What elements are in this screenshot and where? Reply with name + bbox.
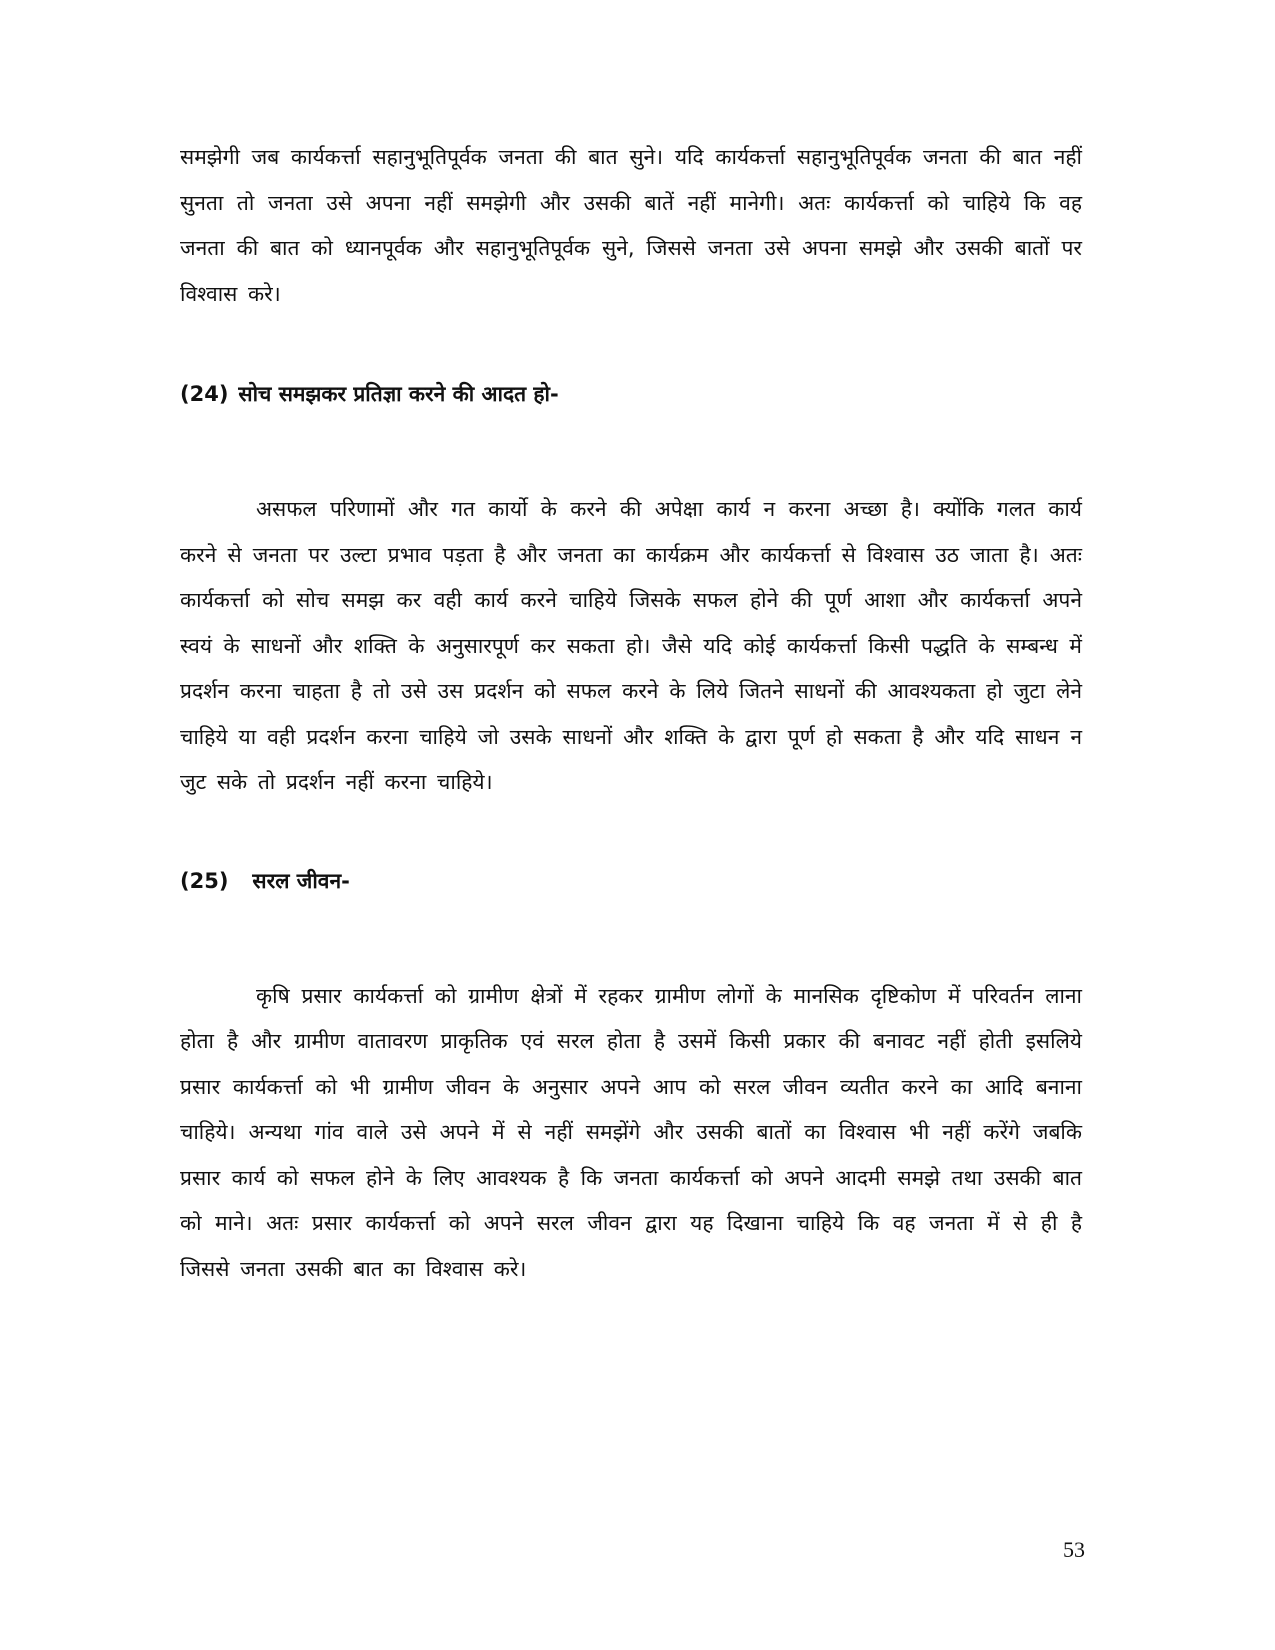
section-number: (25) [180, 868, 229, 893]
section-heading-25 [180, 866, 1082, 896]
paragraph-section-25: कृषि प्रसार कार्यकर्त्ता को ग्रामीण क्षेत्रों में रहकर ग्रामीण लोगों के मानसिक दृष्टिकोण में परिवर्तन लाना होता है और ग्रामीण वातावरण प्राकृतिक एवं सरल होता है उसमें किसी प्रकार की बनावट नहीं होती इसलिये प्रसार कार्यकर्त्ता को भी ग्रामीण जीवन के अनुसार अपने आप को सरल जीवन व्यतीत करने का आदि बनाना चाहिये। अन्यथा गांव वाले उसे अपने में से नहीं समझेंगे और उसकी बातों का विश्वास भी नहीं करेंगे जबकि प्रसार कार्य को सफल होने के लिए आवश्यक है कि जनता कार्यकर्त्ता को अपने आदमी समझे तथा उसकी बात को माने। अतः प्रसार कार्यकर्त्ता को अपने सरल जीवन द्वारा यह दिखाना चाहिये कि वह जनता में से ही है जिससे जनता उसकी बात का विश्वास करे। [180, 983, 1082, 1281]
section-heading-24 [180, 379, 1082, 409]
section-title: सरल जीवन- [252, 868, 350, 893]
page-number: 53 [1063, 1537, 1085, 1562]
section-number: (24) [180, 382, 229, 406]
paragraph-section-24: असफल परिणामों और गत कार्यो के करने की अपेक्षा कार्य न करना अच्छा है। क्योंकि गलत कार्य करने से जनता पर उल्टा प्रभाव पड़ता है और जनता का कार्यक्रम और कार्यकर्त्ता से विश्वास उठ जाता है। अतः कार्यकर्त्ता को सोच समझ कर वही कार्य करने चाहिये जिसके सफल होने की पूर्ण आशा और कार्यकर्त्ता अपने स्वयं के साधनों और शक्ति के अनुसारपूर्ण कर सकता हो। जैसे यदि कोई कार्यकर्त्ता किसी पद्धति के सम्बन्ध में प्रदर्शन करना चाहता है तो उसे उस प्रदर्शन को सफल करने के लिये जितने साधनों की आवश्यकता हो जुटा लेने चाहिये या वही प्रदर्शन करना चाहिये जो उसके साधनों और शक्ति के द्वारा पूर्ण हो सकता है और यदि साधन न जुट सके तो प्रदर्शन नहीं करना चाहिये। [180, 497, 1082, 794]
document-page [180, 135, 1082, 1292]
paragraph-continuation: समझेगी जब कार्यकर्त्ता सहानुभूतिपूर्वक जनता की बात सुने। यदि कार्यकर्त्ता सहानुभूतिपूर्वक जनता की बात नहीं सुनता तो जनता उसे अपना नहीं समझेगी और उसकी बातें नहीं मानेगी। अतः कार्यकर्त्ता को चाहिये कि वह जनता की बात को ध्यानपूर्वक और सहानुभूतिपूर्वक सुने, जिससे जनता उसे अपना समझे और उसकी बातों पर विश्वास करे। [180, 145, 1082, 306]
section-title: सोच समझकर प्रतिज्ञा करने की आदत हो- [238, 382, 559, 406]
